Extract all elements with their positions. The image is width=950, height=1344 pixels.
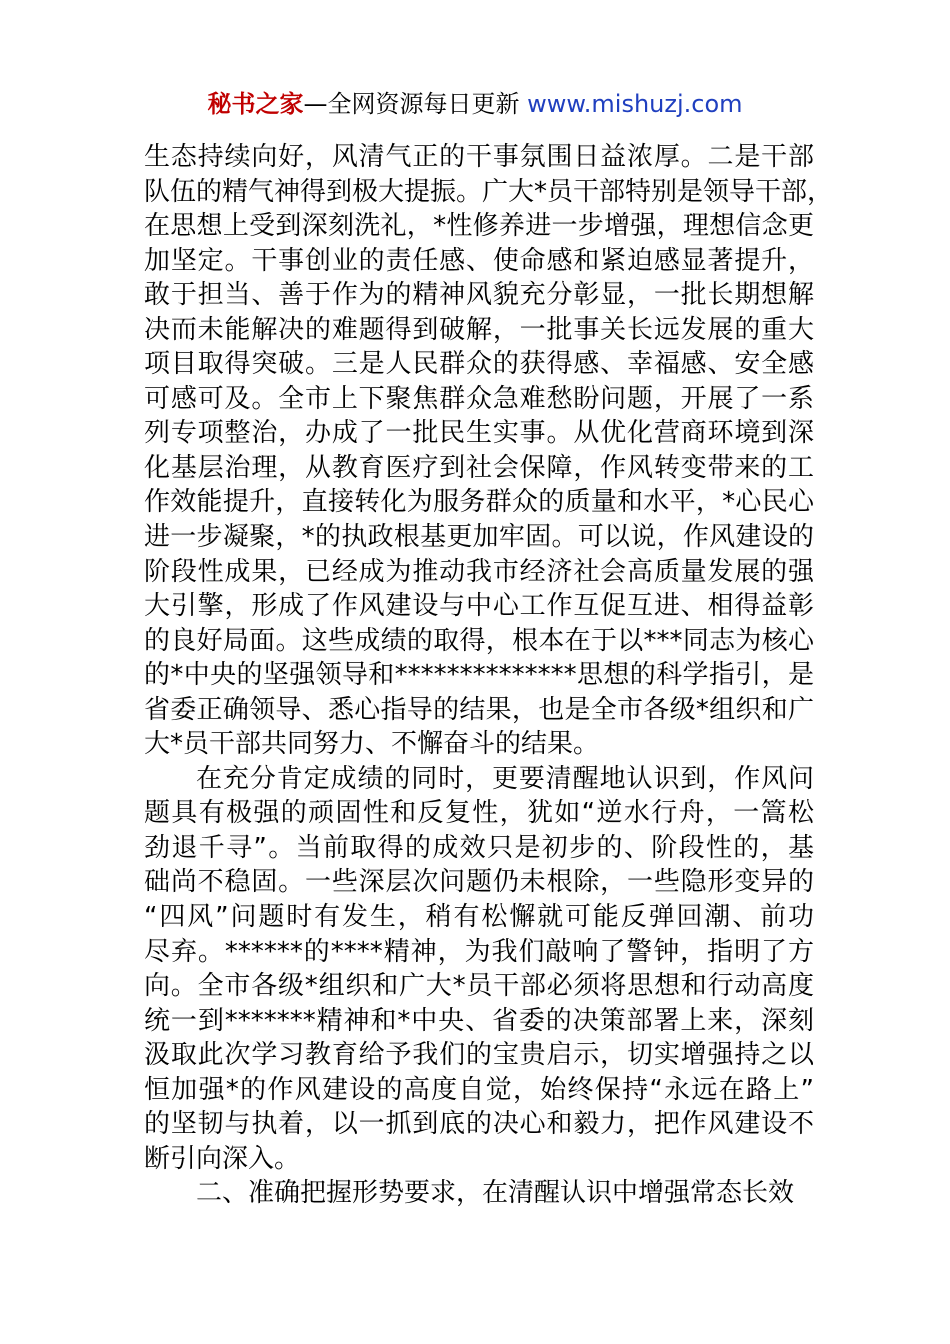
site-brand: 秘书之家 <box>207 90 304 118</box>
body-line: 汲取此次学习教育给予我们的宝贵启示，切实增强持之以 <box>144 1040 814 1071</box>
body-line: 省委正确领导、悉心指导的结果，也是全市各级*组织和广 <box>144 694 814 725</box>
body-line: 在思想上受到深刻洗礼，*性修养进一步增强，理想信念更 <box>144 211 814 242</box>
body-line: 统一到*******精神和*中央、省委的决策部署上来，深刻 <box>144 1005 814 1036</box>
body-line: 列专项整治，办成了一批民生实事。从优化营商环境到深 <box>144 418 814 449</box>
body-line: 可感可及。全市上下聚焦群众急难愁盼问题，开展了一系 <box>144 383 814 414</box>
site-header <box>0 86 950 122</box>
body-line: 大*员干部共同努力、不懈奋斗的结果。 <box>144 729 600 760</box>
body-line: 尽弃。******的****精神，为我们敲响了警钟，指明了方 <box>144 936 814 967</box>
site-tagline: —全网资源每日更新 <box>303 90 520 118</box>
body-line: 加坚定。干事创业的责任感、使命感和紧迫感显著提升， <box>144 245 814 276</box>
body-line: 进一步凝聚，*的执政根基更加牢固。可以说，作风建设的 <box>144 522 814 553</box>
site-url-link[interactable]: www.mishuzj.com <box>527 90 743 118</box>
body-line: 的坚韧与执着，以一抓到底的决心和毅力，把作风建设不 <box>144 1109 814 1140</box>
body-line: 断引向深入。 <box>144 1143 301 1174</box>
body-line: 向。全市各级*组织和广大*员干部必须将思想和行动高度 <box>144 971 814 1002</box>
body-line: 大引擎，形成了作风建设与中心工作互促互进、相得益彰 <box>144 591 814 622</box>
body-line: “四风”问题时有发生，稍有松懈就可能反弹回潮、前功 <box>144 902 814 933</box>
document-body <box>144 140 834 1211</box>
body-line: 作效能提升，直接转化为服务群众的质量和水平，*心民心 <box>144 487 814 518</box>
body-line: 生态持续向好，风清气正的干事氛围日益浓厚。二是干部 <box>144 142 814 172</box>
body-line: 队伍的精气神得到极大提振。广大*员干部特别是领导干部， <box>144 176 834 207</box>
body-line: 阶段性成果，已经成为推动我市经济社会高质量发展的强 <box>144 556 814 587</box>
body-line: 的良好局面。这些成绩的取得，根本在于以***同志为核心 <box>144 625 814 656</box>
section-heading: 二、准确把握形势要求，在清醒认识中增强常态长效 <box>196 1178 795 1209</box>
body-line: 恒加强*的作风建设的高度自觉，始终保持“永远在路上” <box>144 1074 814 1105</box>
body-line: 础尚不稳固。一些深层次问题仍未根除，一些隐形变异的 <box>144 867 814 898</box>
body-line: 项目取得突破。三是人民群众的获得感、幸福感、安全感 <box>144 349 814 380</box>
body-line: 化基层治理，从教育医疗到社会保障，作风转变带来的工 <box>144 452 814 483</box>
body-line: 的*中央的坚强领导和**************思想的科学指引，是 <box>144 660 814 691</box>
body-line: 题具有极强的顽固性和反复性，犹如“逆水行舟，一篙松 <box>144 798 814 829</box>
body-line: 在充分肯定成绩的同时，更要清醒地认识到，作风问 <box>196 763 814 794</box>
body-line: 决而未能解决的难题得到破解，一批事关长远发展的重大 <box>144 314 814 345</box>
body-line: 劲退千寻”。当前取得的成效只是初步的、阶段性的，基 <box>144 832 814 863</box>
body-line: 敢于担当、善于作为的精神风貌充分彰显，一批长期想解 <box>144 280 814 311</box>
